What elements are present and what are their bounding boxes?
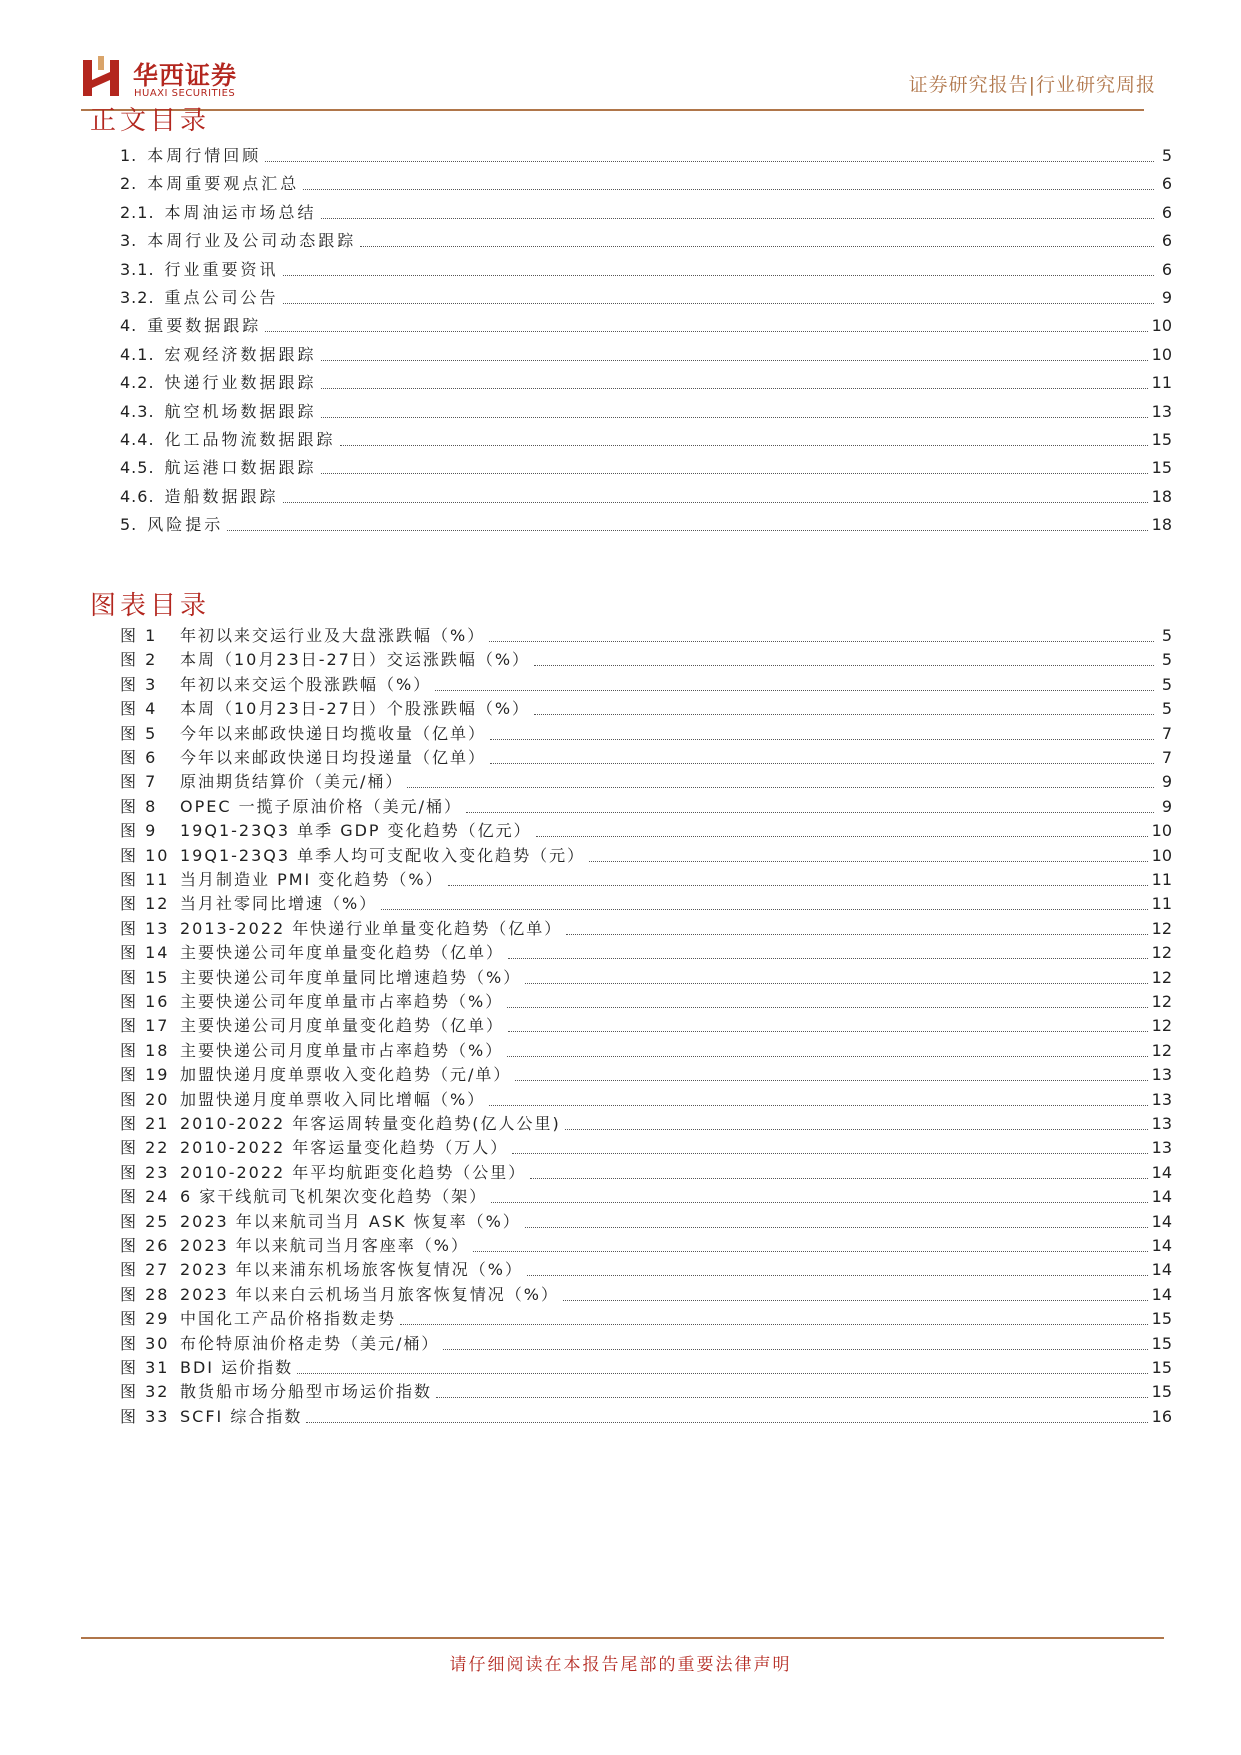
footer-legal-notice: 请仔细阅读在本报告尾部的重要法律声明	[449, 1655, 792, 1675]
toc-entry-number: 图 10	[120, 845, 170, 865]
toc-dot-leader	[297, 1373, 1148, 1374]
toc-dot-leader	[466, 812, 1154, 813]
toc-entry[interactable]	[120, 486, 1172, 508]
toc-dot-leader	[265, 161, 1154, 162]
toc-dot-leader	[283, 303, 1154, 304]
toc-entry-page: 15	[1151, 1382, 1172, 1402]
toc-dot-leader	[507, 1007, 1147, 1008]
toc-entry-number: 图 6	[120, 748, 158, 767]
toc-entry-page: 15	[1151, 1358, 1172, 1377]
toc-entry-page: 14	[1151, 1162, 1172, 1182]
toc-entry-number: 图 22	[120, 1138, 170, 1158]
toc-entry[interactable]	[120, 1040, 1172, 1062]
toc-dot-leader	[507, 1056, 1147, 1057]
toc-entry-label: 2023 年以来浦东机场旅客恢复情况（%）	[180, 1260, 524, 1280]
toc-entry-label: 布伦特原油价格走势（美元/桶）	[180, 1333, 440, 1353]
toc-entry-page: 14	[1151, 1211, 1172, 1231]
toc-entry-page: 6	[1161, 174, 1172, 194]
toc-dot-leader	[489, 641, 1154, 642]
toc-entry-page: 10	[1151, 344, 1172, 364]
toc-entry-number: 图 13	[120, 918, 170, 938]
toc-entry[interactable]	[120, 1089, 1172, 1111]
toc-entry-number: 4.6.	[120, 486, 155, 506]
toc-entry-number: 图 32	[120, 1382, 170, 1402]
toc-entry[interactable]	[120, 1162, 1172, 1184]
toc-dot-leader	[491, 1202, 1147, 1203]
toc-entry-number: 5.	[120, 515, 138, 535]
toc-entry-number: 4.4.	[120, 430, 155, 449]
toc-entry-page: 16	[1151, 1406, 1172, 1426]
toc-dot-leader	[381, 909, 1147, 910]
toc-entry[interactable]	[120, 942, 1172, 964]
header-divider	[81, 109, 1144, 111]
toc-entry[interactable]	[120, 1137, 1172, 1159]
toc-entry[interactable]	[120, 1015, 1172, 1037]
toc-entry-label: 2023 年以来航司当月客座率（%）	[180, 1236, 470, 1255]
toc-entry-number: 图 23	[120, 1162, 170, 1182]
toc-entry-number: 图 4	[120, 699, 158, 719]
toc-entry-label: 年初以来交运个股涨跌幅（%）	[180, 674, 432, 694]
toc-entry[interactable]	[120, 173, 1172, 195]
toc-dot-leader	[534, 714, 1154, 715]
toc-dot-leader	[525, 983, 1147, 984]
toc-dot-leader	[563, 1300, 1148, 1301]
toc-entry-number: 图 27	[120, 1260, 170, 1280]
toc-dot-leader	[489, 1105, 1147, 1106]
toc-dot-leader	[400, 1324, 1148, 1325]
toc-entry[interactable]	[120, 1211, 1172, 1233]
toc-entry-page: 9	[1161, 772, 1172, 792]
toc-dot-leader	[321, 388, 1148, 389]
toc-entry-label: 主要快递公司月度单量市占率趋势（%）	[180, 1040, 504, 1060]
toc-dot-leader	[534, 665, 1154, 666]
toc-entry-label: 化工品物流数据跟踪	[164, 430, 336, 449]
toc-entry-label: OPEC 一揽子原油价格（美元/桶）	[180, 796, 463, 816]
toc-entry-page: 13	[1151, 1138, 1172, 1158]
toc-entry-page: 7	[1161, 748, 1172, 767]
report-type-label: 证券研究报告|行业研究周报	[908, 74, 1156, 96]
toc-entry-page: 15	[1151, 1309, 1172, 1329]
toc-entry[interactable]	[120, 893, 1172, 915]
toc-entry[interactable]	[120, 429, 1172, 451]
toc-entry-label: SCFI 综合指数	[180, 1406, 303, 1426]
toc-entry-page: 12	[1151, 992, 1172, 1011]
toc-entry-number: 图 3	[120, 674, 158, 694]
toc-entry[interactable]	[120, 869, 1172, 891]
toc-entry-page: 12	[1151, 967, 1172, 987]
toc-entry-number: 图 30	[120, 1333, 170, 1353]
toc-entry-number: 图 2	[120, 650, 158, 670]
toc-entry-page: 11	[1151, 373, 1172, 393]
toc-entry[interactable]	[120, 649, 1172, 671]
toc-dot-leader	[436, 1397, 1148, 1398]
toc-entry-label: 航空机场数据跟踪	[164, 401, 317, 421]
toc-entry-label: 年初以来交运行业及大盘涨跌幅（%）	[180, 626, 486, 645]
toc-entry-label: 造船数据跟踪	[164, 486, 279, 506]
toc-entry-page: 13	[1151, 401, 1172, 421]
toc-entry[interactable]	[120, 674, 1172, 696]
toc-entry-label: 2010-2022 年平均航距变化趋势（公里）	[180, 1162, 527, 1182]
toc-entry-label: 主要快递公司年度单量市占率趋势（%）	[180, 992, 504, 1011]
toc-entry-label: 主要快递公司月度单量变化趋势（亿单）	[180, 1016, 505, 1036]
toc-entry-page: 12	[1151, 943, 1172, 963]
toc-entry-label: 2023 年以来白云机场当月旅客恢复情况（%）	[180, 1284, 560, 1304]
company-logo-text: 华西证券	[133, 61, 238, 90]
toc-entry-number: 图 5	[120, 723, 158, 743]
toc-entry-page: 5	[1161, 626, 1172, 645]
toc-entry-label: 本周油运市场总结	[164, 202, 317, 222]
figure-toc-title: 图表目录	[90, 591, 211, 621]
toc-entry-label: 本周行业及公司动态跟踪	[147, 231, 357, 251]
toc-entry[interactable]	[120, 1186, 1172, 1208]
toc-entry-label: 风险提示	[147, 515, 224, 535]
toc-entry-label: 本周行情回顾	[147, 146, 262, 165]
toc-entry[interactable]	[120, 1235, 1172, 1257]
toc-entry-page: 5	[1161, 650, 1172, 670]
toc-entry-page: 15	[1151, 1333, 1172, 1353]
toc-dot-leader	[536, 836, 1148, 837]
toc-entry-number: 4.2.	[120, 373, 155, 393]
toc-entry-label: BDI 运价指数	[180, 1358, 294, 1377]
toc-entry-number: 图 15	[120, 967, 170, 987]
toc-entry-number: 4.	[120, 316, 138, 336]
toc-entry-number: 图 12	[120, 894, 170, 914]
toc-entry[interactable]	[120, 230, 1172, 252]
toc-entry-label: 重要数据跟踪	[147, 316, 262, 336]
toc-entry[interactable]	[120, 771, 1172, 793]
toc-entry-number: 3.2.	[120, 288, 155, 307]
toc-entry-number: 1.	[120, 146, 138, 165]
toc-entry-label: 快递行业数据跟踪	[164, 373, 317, 393]
toc-entry-page: 12	[1151, 918, 1172, 938]
toc-dot-leader	[566, 934, 1147, 935]
toc-entry-page: 14	[1151, 1284, 1172, 1304]
toc-entry-page: 9	[1161, 796, 1172, 816]
toc-entry-number: 4.1.	[120, 344, 155, 364]
toc-dot-leader	[515, 1080, 1147, 1081]
toc-entry[interactable]	[120, 796, 1172, 818]
toc-dot-leader	[306, 1422, 1147, 1423]
toc-entry-number: 4.5.	[120, 458, 155, 478]
toc-entry[interactable]	[120, 145, 1172, 167]
toc-entry-number: 图 33	[120, 1406, 170, 1426]
toc-entry-label: 本周重要观点汇总	[147, 174, 300, 194]
company-logo-english: HUAXI SECURITIES	[134, 88, 236, 99]
toc-entry[interactable]	[120, 625, 1172, 647]
toc-entry-number: 图 1	[120, 626, 158, 645]
toc-entry-label: 2023 年以来航司当月 ASK 恢复率（%）	[180, 1211, 521, 1231]
toc-entry-page: 10	[1151, 845, 1172, 865]
toc-entry-label: 原油期货结算价（美元/桶）	[180, 772, 404, 792]
toc-entry-label: 中国化工产品价格指数走势	[180, 1309, 397, 1329]
toc-dot-leader	[565, 1129, 1148, 1130]
toc-entry-label: 19Q1-23Q3 单季人均可支配收入变化趋势（元）	[180, 845, 586, 865]
toc-dot-leader	[321, 360, 1148, 361]
toc-entry-label: 2010-2022 年客运量变化趋势（万人）	[180, 1138, 509, 1158]
toc-entry-number: 图 31	[120, 1358, 170, 1377]
toc-dot-leader	[407, 787, 1154, 788]
toc-dot-leader	[340, 445, 1148, 446]
toc-entry-label: 加盟快递月度单票收入同比增幅（%）	[180, 1089, 486, 1109]
toc-entry-page: 5	[1161, 674, 1172, 694]
footer-divider	[81, 1637, 1164, 1639]
toc-entry-label: 今年以来邮政快递日均揽收量（亿单）	[180, 723, 487, 743]
toc-entry-page: 6	[1161, 202, 1172, 222]
toc-entry-label: 行业重要资讯	[164, 259, 279, 279]
body-toc-title: 正文目录	[90, 106, 211, 136]
toc-dot-leader	[530, 1178, 1147, 1179]
toc-entry-number: 图 19	[120, 1065, 170, 1085]
toc-entry-label: 宏观经济数据跟踪	[164, 344, 317, 364]
toc-entry-number: 图 24	[120, 1187, 170, 1207]
toc-entry-number: 2.1.	[120, 202, 155, 222]
toc-entry-page: 13	[1151, 1114, 1172, 1133]
toc-dot-leader	[527, 1275, 1148, 1276]
toc-dot-leader	[265, 331, 1147, 332]
toc-entry-number: 2.	[120, 174, 138, 194]
toc-entry[interactable]	[120, 1284, 1172, 1306]
toc-entry[interactable]	[120, 372, 1172, 394]
toc-dot-leader	[321, 473, 1148, 474]
toc-dot-leader	[360, 246, 1154, 247]
toc-entry-number: 图 26	[120, 1236, 170, 1255]
toc-entry[interactable]	[120, 845, 1172, 867]
toc-entry-page: 18	[1151, 486, 1172, 506]
toc-entry[interactable]	[120, 747, 1172, 769]
toc-entry-number: 3.	[120, 231, 138, 251]
toc-dot-leader	[490, 763, 1154, 764]
toc-entry-page: 5	[1161, 699, 1172, 719]
toc-entry-number: 图 8	[120, 796, 158, 816]
toc-entry-page: 14	[1151, 1236, 1172, 1255]
toc-dot-leader	[525, 1227, 1148, 1228]
huaxi-logo-icon	[81, 56, 121, 98]
toc-dot-leader	[321, 218, 1154, 219]
toc-entry-label: 19Q1-23Q3 单季 GDP 变化趋势（亿元）	[180, 821, 532, 841]
toc-entry-label: 加盟快递月度单票收入变化趋势（元/单）	[180, 1065, 512, 1085]
toc-entry-page: 11	[1151, 870, 1172, 889]
toc-dot-leader	[227, 530, 1147, 531]
toc-entry[interactable]	[120, 820, 1172, 842]
toc-entry-label: 散货船市场分船型市场运价指数	[180, 1382, 433, 1402]
toc-entry-number: 图 28	[120, 1284, 170, 1304]
toc-entry[interactable]	[120, 967, 1172, 989]
toc-dot-leader	[321, 417, 1148, 418]
toc-entry[interactable]	[120, 918, 1172, 940]
toc-dot-leader	[443, 1349, 1147, 1350]
toc-entry[interactable]	[120, 202, 1172, 224]
toc-entry[interactable]	[120, 457, 1172, 479]
toc-entry-label: 6 家干线航司飞机架次变化趋势（架）	[180, 1187, 488, 1207]
toc-entry-page: 15	[1151, 430, 1172, 449]
toc-entry-page: 18	[1151, 515, 1172, 535]
toc-entry[interactable]	[120, 514, 1172, 536]
toc-entry-page: 7	[1161, 723, 1172, 743]
toc-dot-leader	[283, 502, 1148, 503]
toc-entry-number: 图 25	[120, 1211, 170, 1231]
toc-entry-label: 当月社零同比增速（%）	[180, 894, 378, 914]
toc-entry[interactable]	[120, 723, 1172, 745]
toc-dot-leader	[508, 958, 1148, 959]
toc-entry-number: 图 16	[120, 992, 170, 1011]
toc-entry[interactable]	[120, 1406, 1172, 1428]
toc-entry-number: 图 7	[120, 772, 158, 792]
toc-entry-page: 13	[1151, 1065, 1172, 1085]
toc-entry[interactable]	[120, 1064, 1172, 1086]
toc-entry-label: 本周（10月23日-27日）个股涨跌幅（%）	[180, 699, 531, 719]
toc-entry-number: 图 11	[120, 870, 170, 889]
toc-entry-page: 14	[1151, 1260, 1172, 1280]
toc-entry-label: 今年以来邮政快递日均投递量（亿单）	[180, 748, 487, 767]
toc-dot-leader	[473, 1251, 1148, 1252]
toc-entry-page: 12	[1151, 1016, 1172, 1036]
toc-entry[interactable]	[120, 287, 1172, 309]
toc-entry-page: 15	[1151, 458, 1172, 478]
toc-dot-leader	[589, 861, 1148, 862]
toc-entry[interactable]	[120, 1357, 1172, 1379]
toc-entry[interactable]	[120, 315, 1172, 337]
toc-entry-page: 13	[1151, 1089, 1172, 1109]
toc-entry-number: 图 29	[120, 1309, 170, 1329]
toc-entry[interactable]	[120, 1259, 1172, 1281]
toc-entry-label: 重点公司公告	[164, 288, 279, 307]
toc-entry-page: 10	[1151, 316, 1172, 336]
toc-entry-number: 3.1.	[120, 259, 155, 279]
toc-entry-label: 主要快递公司年度单量变化趋势（亿单）	[180, 943, 505, 963]
toc-entry[interactable]	[120, 698, 1172, 720]
toc-entry-number: 图 14	[120, 943, 170, 963]
toc-dot-leader	[508, 1031, 1148, 1032]
toc-entry-page: 5	[1161, 146, 1172, 165]
toc-entry-number: 4.3.	[120, 401, 155, 421]
toc-entry-page: 9	[1161, 288, 1172, 307]
page-header	[0, 0, 1241, 112]
toc-dot-leader	[283, 275, 1154, 276]
toc-dot-leader	[448, 885, 1148, 886]
toc-entry-label: 航运港口数据跟踪	[164, 458, 317, 478]
toc-dot-leader	[303, 189, 1154, 190]
toc-entry[interactable]	[120, 344, 1172, 366]
toc-entry-page: 11	[1151, 894, 1172, 914]
toc-entry-page: 14	[1151, 1187, 1172, 1207]
toc-entry-page: 12	[1151, 1040, 1172, 1060]
toc-entry[interactable]	[120, 1333, 1172, 1355]
toc-entry-label: 当月制造业 PMI 变化趋势（%）	[180, 870, 444, 889]
toc-dot-leader	[435, 690, 1154, 691]
toc-entry-label: 2013-2022 年快递行业单量变化趋势（亿单）	[180, 918, 563, 938]
toc-entry-page: 10	[1151, 821, 1172, 841]
toc-entry-label: 2010-2022 年客运周转量变化趋势(亿人公里)	[180, 1114, 561, 1133]
toc-entry[interactable]	[120, 1308, 1172, 1330]
toc-entry[interactable]	[120, 1381, 1172, 1403]
toc-dot-leader	[490, 739, 1154, 740]
toc-entry-label: 本周（10月23日-27日）交运涨跌幅（%）	[180, 650, 531, 670]
toc-entry-number: 图 18	[120, 1040, 170, 1060]
toc-entry[interactable]	[120, 259, 1172, 281]
toc-entry-number: 图 9	[120, 821, 158, 841]
toc-entry-page: 6	[1161, 259, 1172, 279]
toc-entry-label: 主要快递公司年度单量同比增速趋势（%）	[180, 967, 522, 987]
toc-entry[interactable]	[120, 401, 1172, 423]
toc-entry-number: 图 20	[120, 1089, 170, 1109]
toc-dot-leader	[512, 1153, 1147, 1154]
toc-entry-page: 6	[1161, 231, 1172, 251]
toc-entry-number: 图 17	[120, 1016, 170, 1036]
toc-entry[interactable]	[120, 1113, 1172, 1135]
toc-entry-number: 图 21	[120, 1114, 170, 1133]
toc-entry[interactable]	[120, 991, 1172, 1013]
